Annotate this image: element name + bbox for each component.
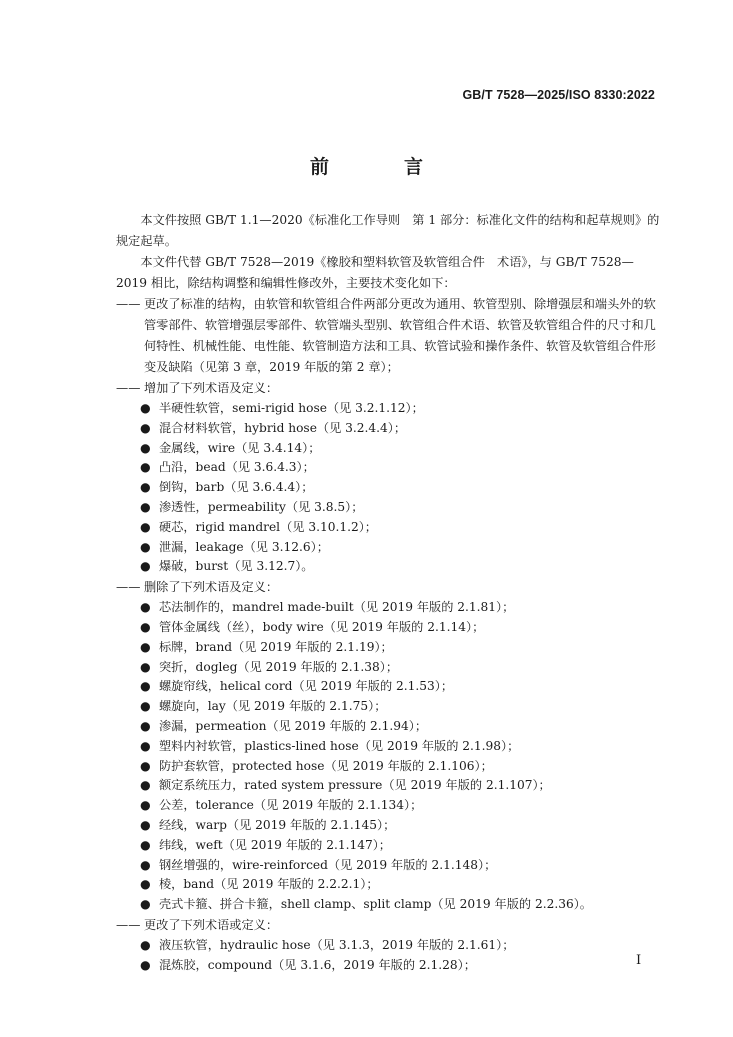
term-text: 标牌，brand（见 2019 年版的 2.1.19）； — [159, 639, 393, 654]
term-text: 额定系统压力，rated system pressure（见 2019 年版的 2.1.107）； — [159, 778, 551, 793]
term-text: 管体金属线（丝），body wire（见 2019 年版的 2.1.14）； — [159, 619, 485, 634]
dash-marker: —— — [116, 580, 141, 595]
term-list-item — [116, 677, 661, 697]
term-text: 硬芯，rigid mandrel（见 3.10.1.2）； — [159, 519, 377, 534]
term-text: 金属线，wire（见 3.4.14）； — [159, 440, 321, 455]
change-entry — [116, 378, 661, 399]
change-entry — [116, 915, 661, 936]
term-list-item — [116, 776, 661, 796]
bullet-icon: ● — [140, 798, 151, 813]
bullet-icon: ● — [140, 559, 151, 574]
term-text: 液压软管，hydraulic hose（见 3.1.3，2019 年版的 2.1.61）； — [159, 937, 515, 952]
bullet-icon: ● — [140, 420, 151, 435]
bullet-icon: ● — [140, 619, 151, 634]
bullet-icon: ● — [140, 639, 151, 654]
bullet-icon: ● — [140, 401, 151, 415]
term-text: 渗透性，permeability（见 3.8.5）； — [159, 499, 364, 514]
bullet-icon: ● — [140, 857, 151, 872]
term-text: 纬线，weft（见 2019 年版的 2.1.147）； — [159, 837, 391, 852]
bullet-icon: ● — [140, 659, 151, 674]
term-text: 钢丝增强的，wire-reinforced（见 2019 年版的 2.1.148）； — [159, 857, 497, 872]
bullet-icon: ● — [140, 600, 151, 615]
term-text: 半硬性软管，semi-rigid hose（见 3.2.1.12）； — [159, 401, 424, 415]
dash-marker: —— — [116, 297, 141, 311]
term-list-item — [116, 796, 661, 816]
bullet-icon: ● — [140, 758, 151, 773]
term-list-item — [116, 598, 661, 618]
term-list-item — [116, 419, 661, 439]
term-text: 爆破，burst（见 3.12.7）。 — [159, 559, 314, 574]
term-text: 塑料内衬软管，plastics-lined hose（见 2019 年版的 2.1.98）； — [159, 738, 520, 753]
term-list-item — [116, 557, 661, 577]
page-title: 前 言 — [309, 156, 451, 178]
dash-marker: —— — [116, 381, 141, 395]
term-list-item — [116, 836, 661, 856]
term-text: 突折，dogleg（见 2019 年版的 2.1.38）； — [159, 659, 399, 674]
term-list-item — [116, 737, 661, 757]
term-list-item — [116, 816, 661, 836]
term-text: 泄漏，leakage（见 3.12.6）； — [159, 539, 329, 554]
term-list-item — [116, 638, 661, 658]
bullet-icon: ● — [140, 480, 151, 495]
change-entry-text: 增加了下列术语及定义： — [144, 381, 279, 395]
changes-list — [116, 294, 661, 976]
term-text: 螺旋向，lay（见 2019 年版的 2.1.75）； — [159, 699, 387, 714]
term-list-item — [116, 498, 661, 518]
term-text: 倒钩，barb（见 3.6.4.4）； — [159, 480, 314, 495]
term-text: 渗漏，permeation（见 2019 年版的 2.1.94）； — [159, 718, 428, 733]
bullet-icon: ● — [140, 877, 151, 892]
bullet-icon: ● — [140, 460, 151, 475]
term-list-item — [116, 936, 661, 956]
change-entry — [116, 294, 661, 378]
bullet-icon: ● — [140, 519, 151, 534]
term-text: 壳式卡箍、拼合卡箍，shell clamp、split clamp（见 2019 年版的 2.2.36）。 — [159, 897, 592, 912]
bullet-icon: ● — [140, 937, 151, 952]
change-entry-text: 删除了下列术语及定义： — [144, 580, 279, 595]
bullet-icon: ● — [140, 539, 151, 554]
term-list-item — [116, 956, 661, 976]
term-list-item — [116, 697, 661, 717]
term-text: 芯法制作的，mandrel made-built（见 2019 年版的 2.1.81）； — [159, 600, 515, 615]
term-list-item — [116, 757, 661, 777]
bullet-icon: ● — [140, 738, 151, 753]
term-list-item — [116, 875, 661, 895]
term-text: 棱，band（见 2019 年版的 2.2.2.1）； — [159, 877, 379, 892]
term-list-item — [116, 856, 661, 876]
bullet-icon: ● — [140, 817, 151, 832]
term-text: 经线，warp（见 2019 年版的 2.1.145）； — [159, 817, 396, 832]
term-list-item — [116, 518, 661, 538]
bullet-icon: ● — [140, 837, 151, 852]
bullet-icon: ● — [140, 699, 151, 714]
term-text: 螺旋帘线，helical cord（见 2019 年版的 2.1.53）； — [159, 679, 454, 694]
term-list-item — [116, 658, 661, 678]
term-list-item — [116, 399, 661, 419]
paragraph-drafting-basis: 本文件按照 GB/T 1.1—2020《标准化工作导则 第 1 部分：标准化文件的结构和起草规则》的规定起草。 — [116, 213, 660, 248]
term-list-item — [116, 717, 661, 737]
change-entry-text: 更改了下列术语或定义： — [144, 917, 279, 932]
change-entry — [116, 577, 661, 598]
term-text: 凸沿，bead（见 3.6.4.3）； — [159, 460, 315, 475]
dash-marker: —— — [116, 917, 141, 932]
foreword-body — [116, 210, 661, 976]
page-number: I — [636, 953, 642, 968]
bullet-icon: ● — [140, 897, 151, 912]
term-text: 公差，tolerance（见 2019 年版的 2.1.134）； — [159, 798, 423, 813]
term-list-item — [116, 478, 661, 498]
term-text: 混炼胶，compound（见 3.1.6，2019 年版的 2.1.28）； — [159, 957, 476, 972]
term-text: 防护套软管，protected hose（见 2019 年版的 2.1.106）； — [159, 758, 493, 773]
paragraph-replacement-note: 本文件代替 GB/T 7528—2019《橡胶和塑料软管及软管组合件 术语》，与 GB/T 7528—2019 相比，除结构调整和编辑性修改外，主要技术变化如下： — [116, 255, 634, 290]
bullet-icon: ● — [140, 679, 151, 694]
bullet-icon: ● — [140, 440, 151, 455]
term-list-item — [116, 538, 661, 558]
standard-code-header: GB/T 7528—2025/ISO 8330:2022 — [462, 88, 655, 102]
term-text: 混合材料软管，hybrid hose（见 3.2.4.4）； — [159, 420, 407, 435]
bullet-icon: ● — [140, 778, 151, 793]
bullet-icon: ● — [140, 718, 151, 733]
bullet-icon: ● — [140, 499, 151, 514]
bullet-icon: ● — [140, 957, 151, 972]
change-entry-text: 更改了标准的结构，由软管和软管组合件两部分更改为通用、软管型别、除增强层和端头外的软管零部件、软管增强层零部件、软管端头型别、软管组合件术语、软管及软管组合件的尺寸和几何特性、机械性能、电性能、软管制造方法和工具、软管试验和操作条件、软管及软管组合件形变及缺陷（见第 3 章，2019 年版的第 2 章）； — [144, 297, 656, 374]
term-list-item — [116, 439, 661, 459]
term-list-item — [116, 895, 661, 915]
term-list-item — [116, 618, 661, 638]
term-list-item — [116, 458, 661, 478]
